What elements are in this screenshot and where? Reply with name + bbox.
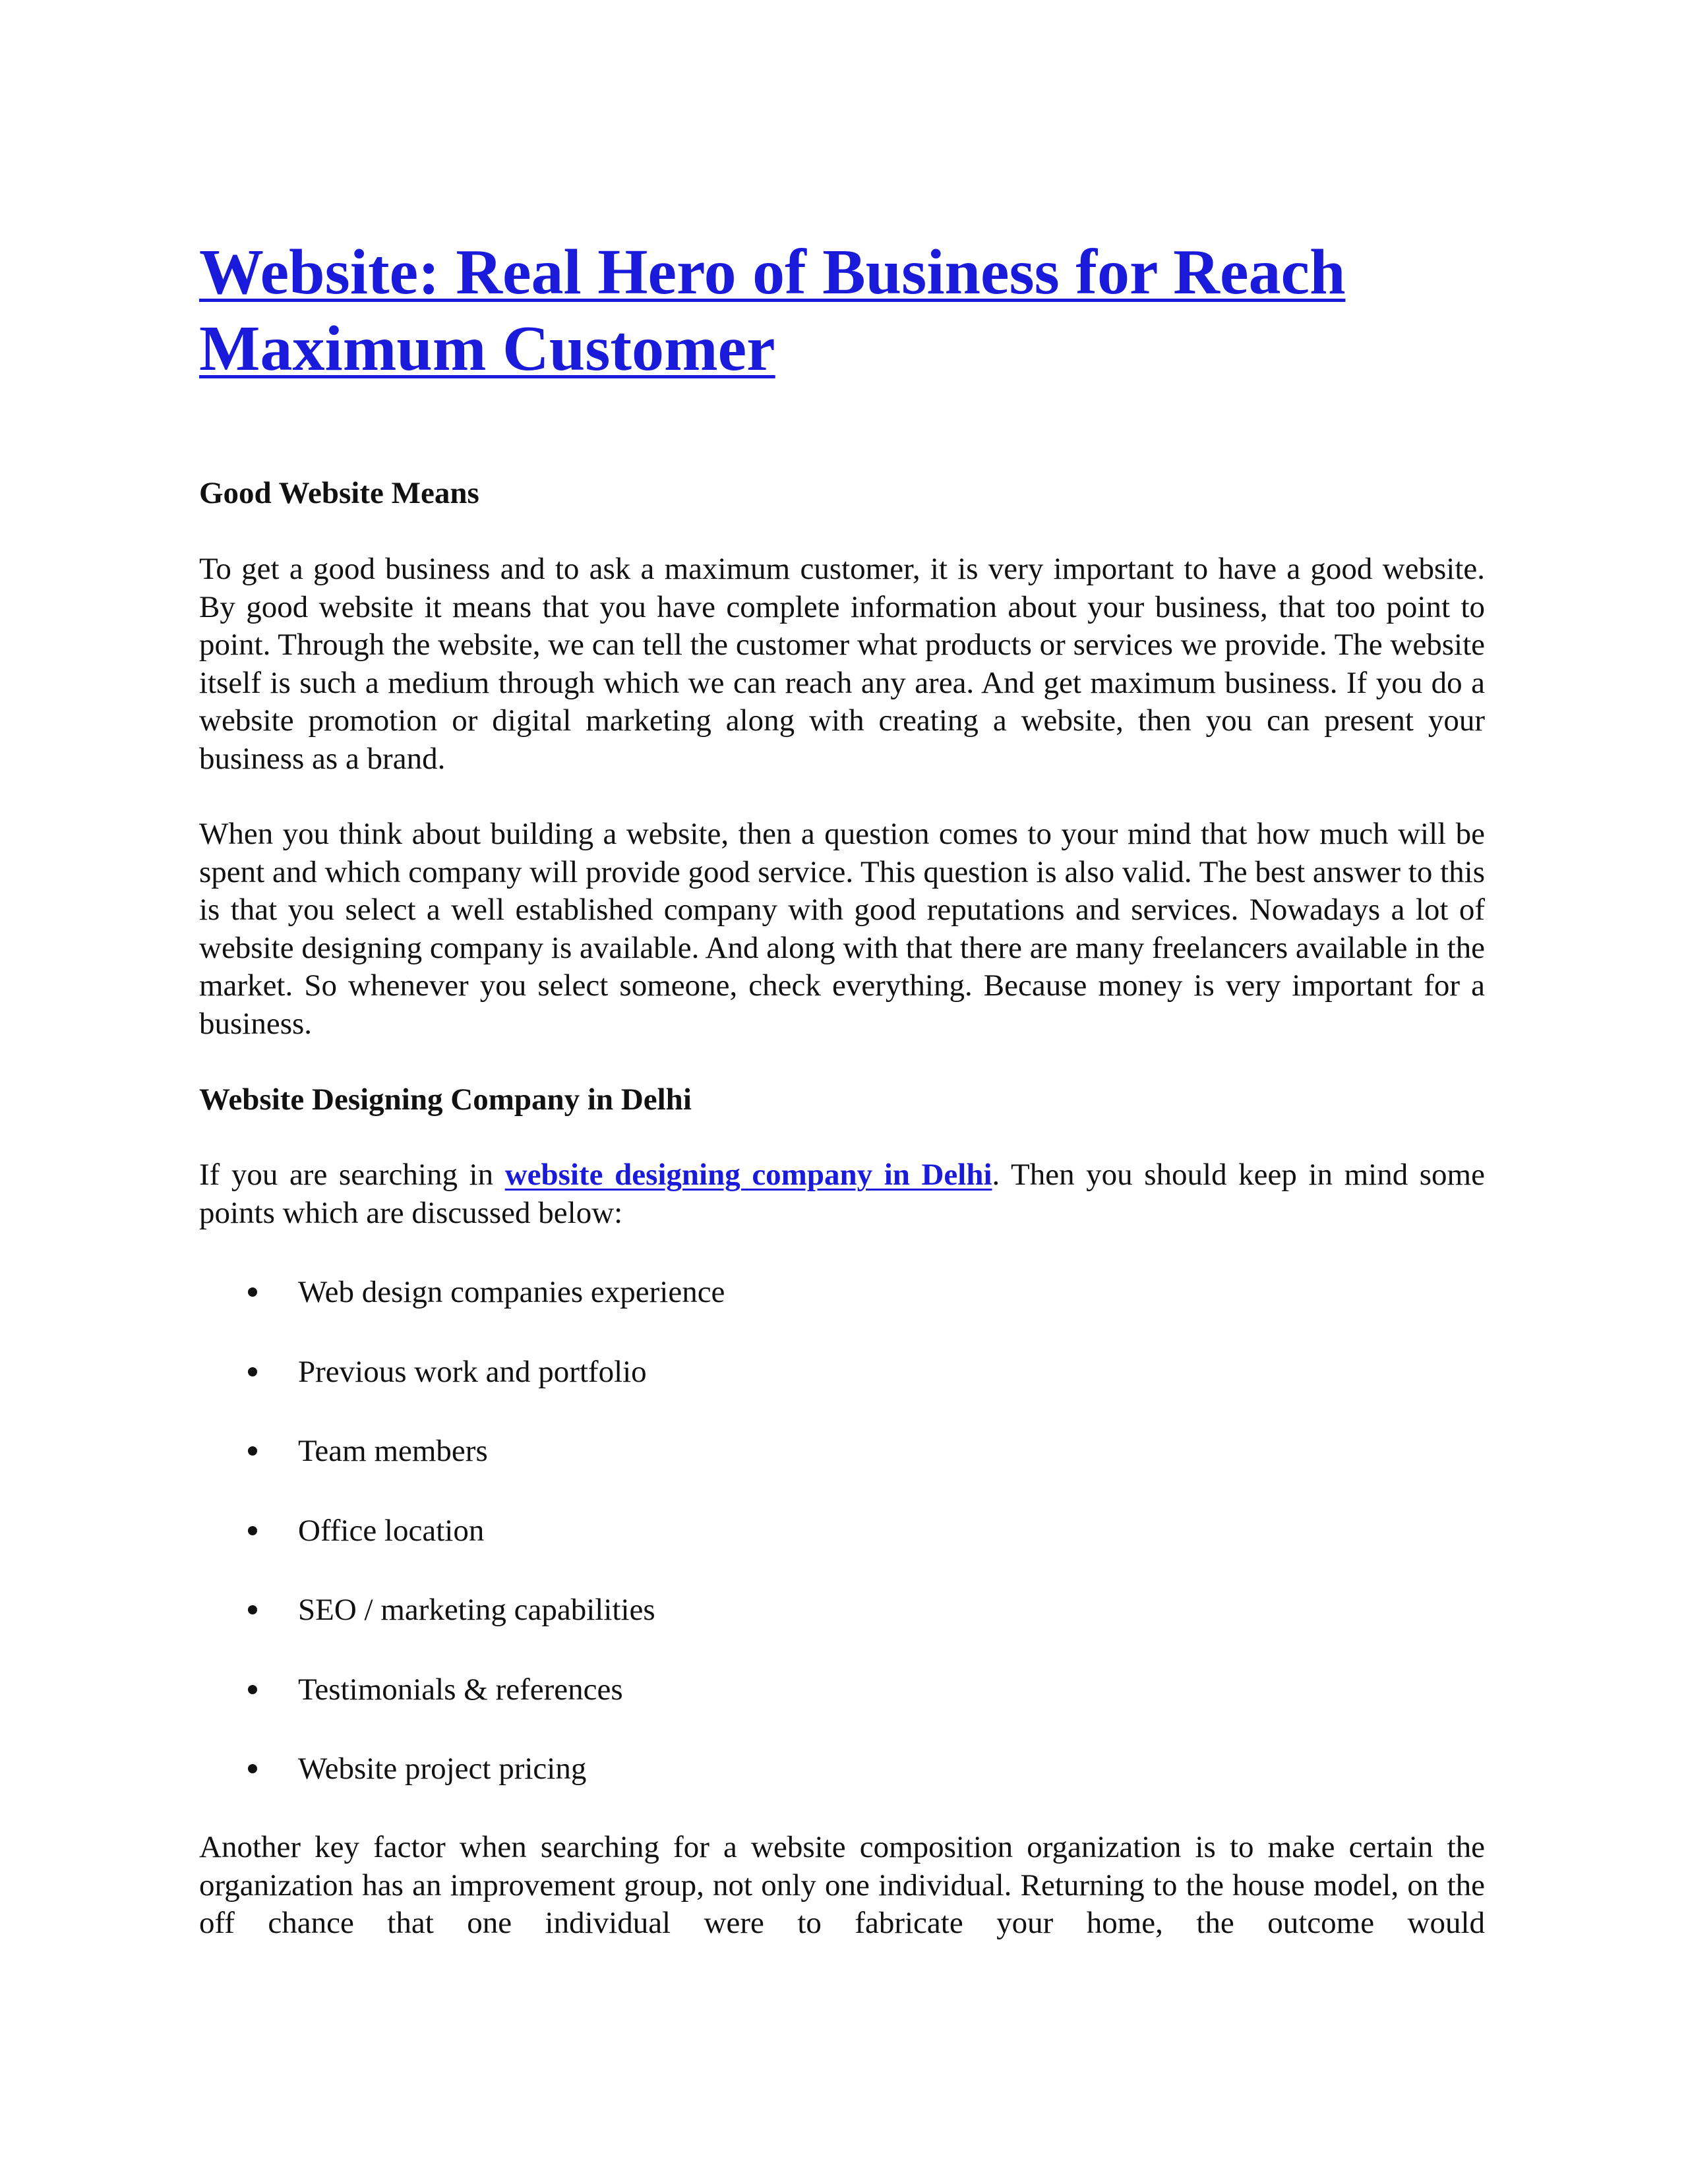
document-page <box>199 234 1485 1943</box>
points-list <box>199 1273 1485 1788</box>
bullet-icon <box>248 1685 257 1694</box>
title-line-1[interactable]: Website: Real Hero of Business for Reach <box>199 237 1346 308</box>
list-item <box>199 1353 1485 1391</box>
bullet-icon <box>248 1287 257 1297</box>
paragraph-searching <box>199 1156 1485 1232</box>
list-item <box>199 1750 1485 1788</box>
section-heading-delhi: Website Designing Company in Delhi <box>199 1082 692 1117</box>
list-item <box>199 1432 1485 1470</box>
list-item-label: Previous work and portfolio <box>298 1354 647 1389</box>
bullet-icon <box>248 1526 257 1535</box>
paragraph-searching-text-end: . Then you should keep in mind some points which are discussed below: <box>199 1158 1485 1230</box>
list-item <box>199 1670 1485 1709</box>
bullet-icon <box>248 1446 257 1456</box>
bullet-icon <box>248 1764 257 1773</box>
paragraph-key-factor: Another key factor when searching for a website composition organization is to make certain the organization has an improvement group, not only one individual. Returning to the house model, on the off chance that one individual were to fabricate your home, the outcome would <box>199 1830 1485 1940</box>
list-item-label: Team members <box>298 1434 488 1468</box>
list-item-label: Testimonials & references <box>298 1672 623 1707</box>
bullet-icon <box>248 1367 257 1376</box>
list-item <box>199 1273 1485 1311</box>
paragraph-building-website: When you think about building a website, then a question comes to your mind that how much will be spent and which company will provide good service. This question is also valid. The best answer to this is that you select a well established company with good reputations and services. Nowadays a lot of website designing company is available. And along with that there are many freelancers available in the market. So whenever you select someone, check everything. Because money is very important for a business. <box>199 817 1485 1041</box>
list-item <box>199 1591 1485 1629</box>
list-item-label: Office location <box>298 1513 485 1548</box>
section-heading-good-website: Good Website Means <box>199 476 479 510</box>
paragraph-good-website: To get a good business and to ask a maximum customer, it is very important to have a good website. By good website it means that you have complete information about your business, that too point to point. Through the website, we can tell the customer what products or services we provide. The website itself is such a medium through which we can reach any area. And get maximum business. If you do a website promotion or digital marketing along with creating a website, then you can present your business as a brand. <box>199 552 1485 776</box>
list-item <box>199 1512 1485 1550</box>
list-item-label: Website project pricing <box>298 1752 587 1786</box>
website-designing-company-link[interactable]: website designing company in Delhi <box>504 1158 992 1192</box>
title-line-2[interactable]: Maximum Customer <box>199 313 775 384</box>
list-item-label: SEO / marketing capabilities <box>298 1593 655 1627</box>
paragraph-searching-text-start: If you are searching in <box>199 1158 505 1192</box>
list-item-label: Web design companies experience <box>298 1275 725 1309</box>
page-title[interactable] <box>199 234 1485 387</box>
bullet-icon <box>248 1605 257 1614</box>
title-link[interactable] <box>199 237 1345 384</box>
